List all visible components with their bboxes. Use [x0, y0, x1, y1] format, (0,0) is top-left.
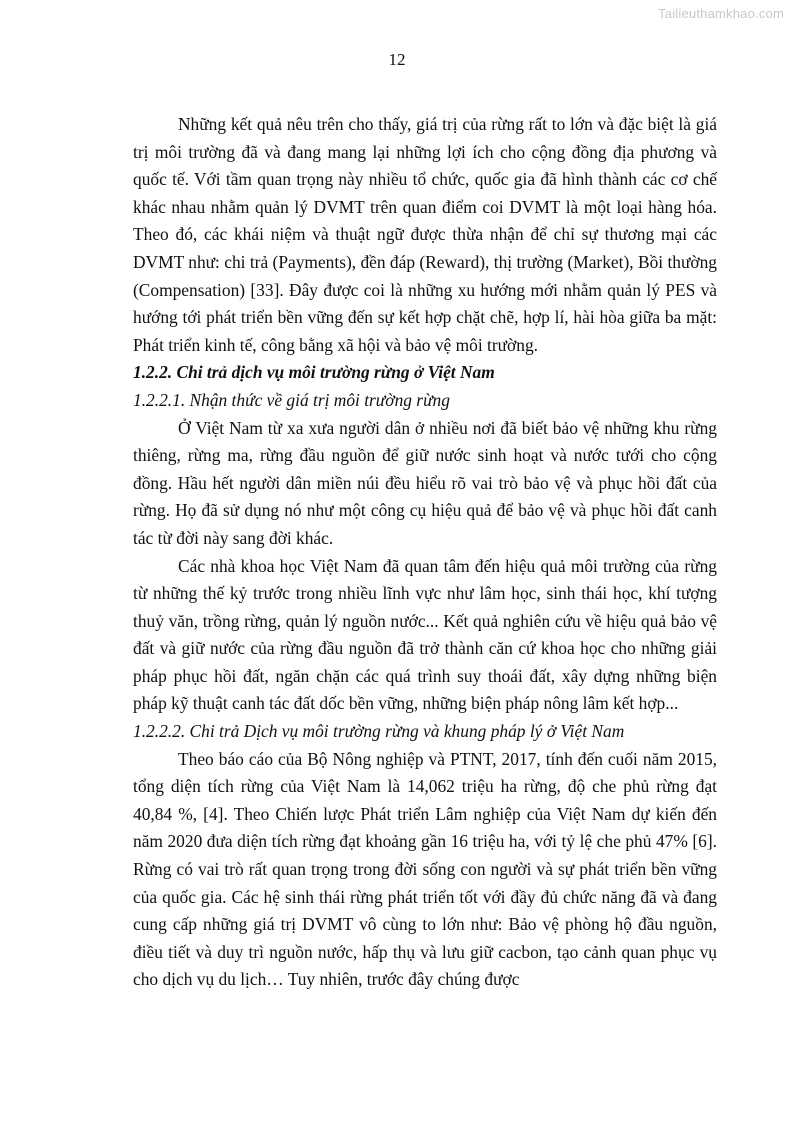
paragraph-values-of-forest: Những kết quả nêu trên cho thấy, giá trị của rừng rất to lớn và đặc biệt là giá trị môi trường đã và đang mang lại những lợi ích cho cộng đồng địa phương và quốc tế. Với tầm quan trọng này nhiều tổ chức, quốc gia đã hình thành các cơ chế khác nhau nhằm quản lý DVMT trên quan điểm coi DVMT là một loại hàng hóa. Theo đó, các khái niệm và thuật ngữ được thừa nhận để chỉ sự thương mại các DVMT như: chi trả (Payments), đền đáp (Reward), thị trường (Market), Bồi thường (Compensation) [33]. Đây được coi là những xu hướng mới nhằm quản lý PES và hướng tới phát triển bền vững đến sự kết hợp chặt chẽ, hợp lí, hài hòa giữa ba mặt: Phát triển kinh tế, công bằng xã hội và bảo vệ môi trường.	[133, 114, 717, 355]
paragraph-forest-statistics: Theo báo cáo của Bộ Nông nghiệp và PTNT, 2017, tính đến cuối năm 2015, tổng diện tích rừng của Việt Nam là 14,062 triệu ha rừng, độ che phủ rừng đạt 40,84 %, [4]. Theo Chiến lược Phát triển Lâm nghiệp của Việt Nam dự kiến đến năm 2020 đưa diện tích rừng đạt khoảng gần 16 triệu ha, với tỷ lệ che phủ 47% [6]. Rừng có vai trò rất quan trọng trong đời sống con người và sự phát triển bền vững của quốc gia. Các hệ sinh thái rừng phát triển tốt với đầy đủ chức năng đã và đang cung cấp những giá trị DVMT vô cùng to lớn như: Bảo vệ phòng hộ đầu nguồn, điều tiết và duy trì nguồn nước, hấp thụ và lưu giữ cacbon, tạo cảnh quan phục vụ cho dịch vụ du lịch… Tuy nhiên, trước đây chúng được	[133, 748, 717, 990]
paragraph-traditional-awareness: Ở Việt Nam từ xa xưa người dân ở nhiều nơi đã biết bảo vệ những khu rừng thiêng, rừng ma, rừng đầu nguồn để giữ nước sinh hoạt và nước tưới cho cộng đồng. Hầu hết người dân miền núi đều hiểu rõ vai trò bảo vệ và phục hồi đất của rừng. Họ đã sử dụng nó như một công cụ hiệu quả để bảo vệ và phục hồi đất canh tác từ đời này sang đời khác.	[133, 417, 717, 548]
subsection-heading-1-2-2-1: 1.2.2.1. Nhận thức về giá trị môi trường rừng	[133, 389, 450, 410]
watermark-text: Tailieuthamkhao.com	[658, 6, 784, 21]
document-body	[133, 111, 717, 994]
subsection-heading-1-2-2-2: 1.2.2.2. Chi trả Dịch vụ môi trường rừng và khung pháp lý ở Việt Nam	[133, 721, 625, 742]
paragraph-scientific-research: Các nhà khoa học Việt Nam đã quan tâm đến hiệu quả môi trường của rừng từ những thế kỷ trước trong nhiều lĩnh vực như lâm học, sinh thái học, khí tượng thuỷ văn, trồng rừng, quản lý nguồn nước... Kết quả nghiên cứu về hiệu quả bảo vệ đất và giữ nước của rừng đầu nguồn đã trở thành căn cứ khoa học cho những giải pháp phục hồi đất, ngăn chặn các quá trình suy thoái đất, xây dựng những biện pháp kỹ thuật canh tác đất dốc bền vững, những biện pháp nông lâm kết hợp...	[133, 555, 717, 714]
section-heading-1-2-2: 1.2.2. Chi trả dịch vụ môi trường rừng ở Việt Nam	[133, 362, 495, 383]
page-number: 12	[388, 50, 406, 69]
